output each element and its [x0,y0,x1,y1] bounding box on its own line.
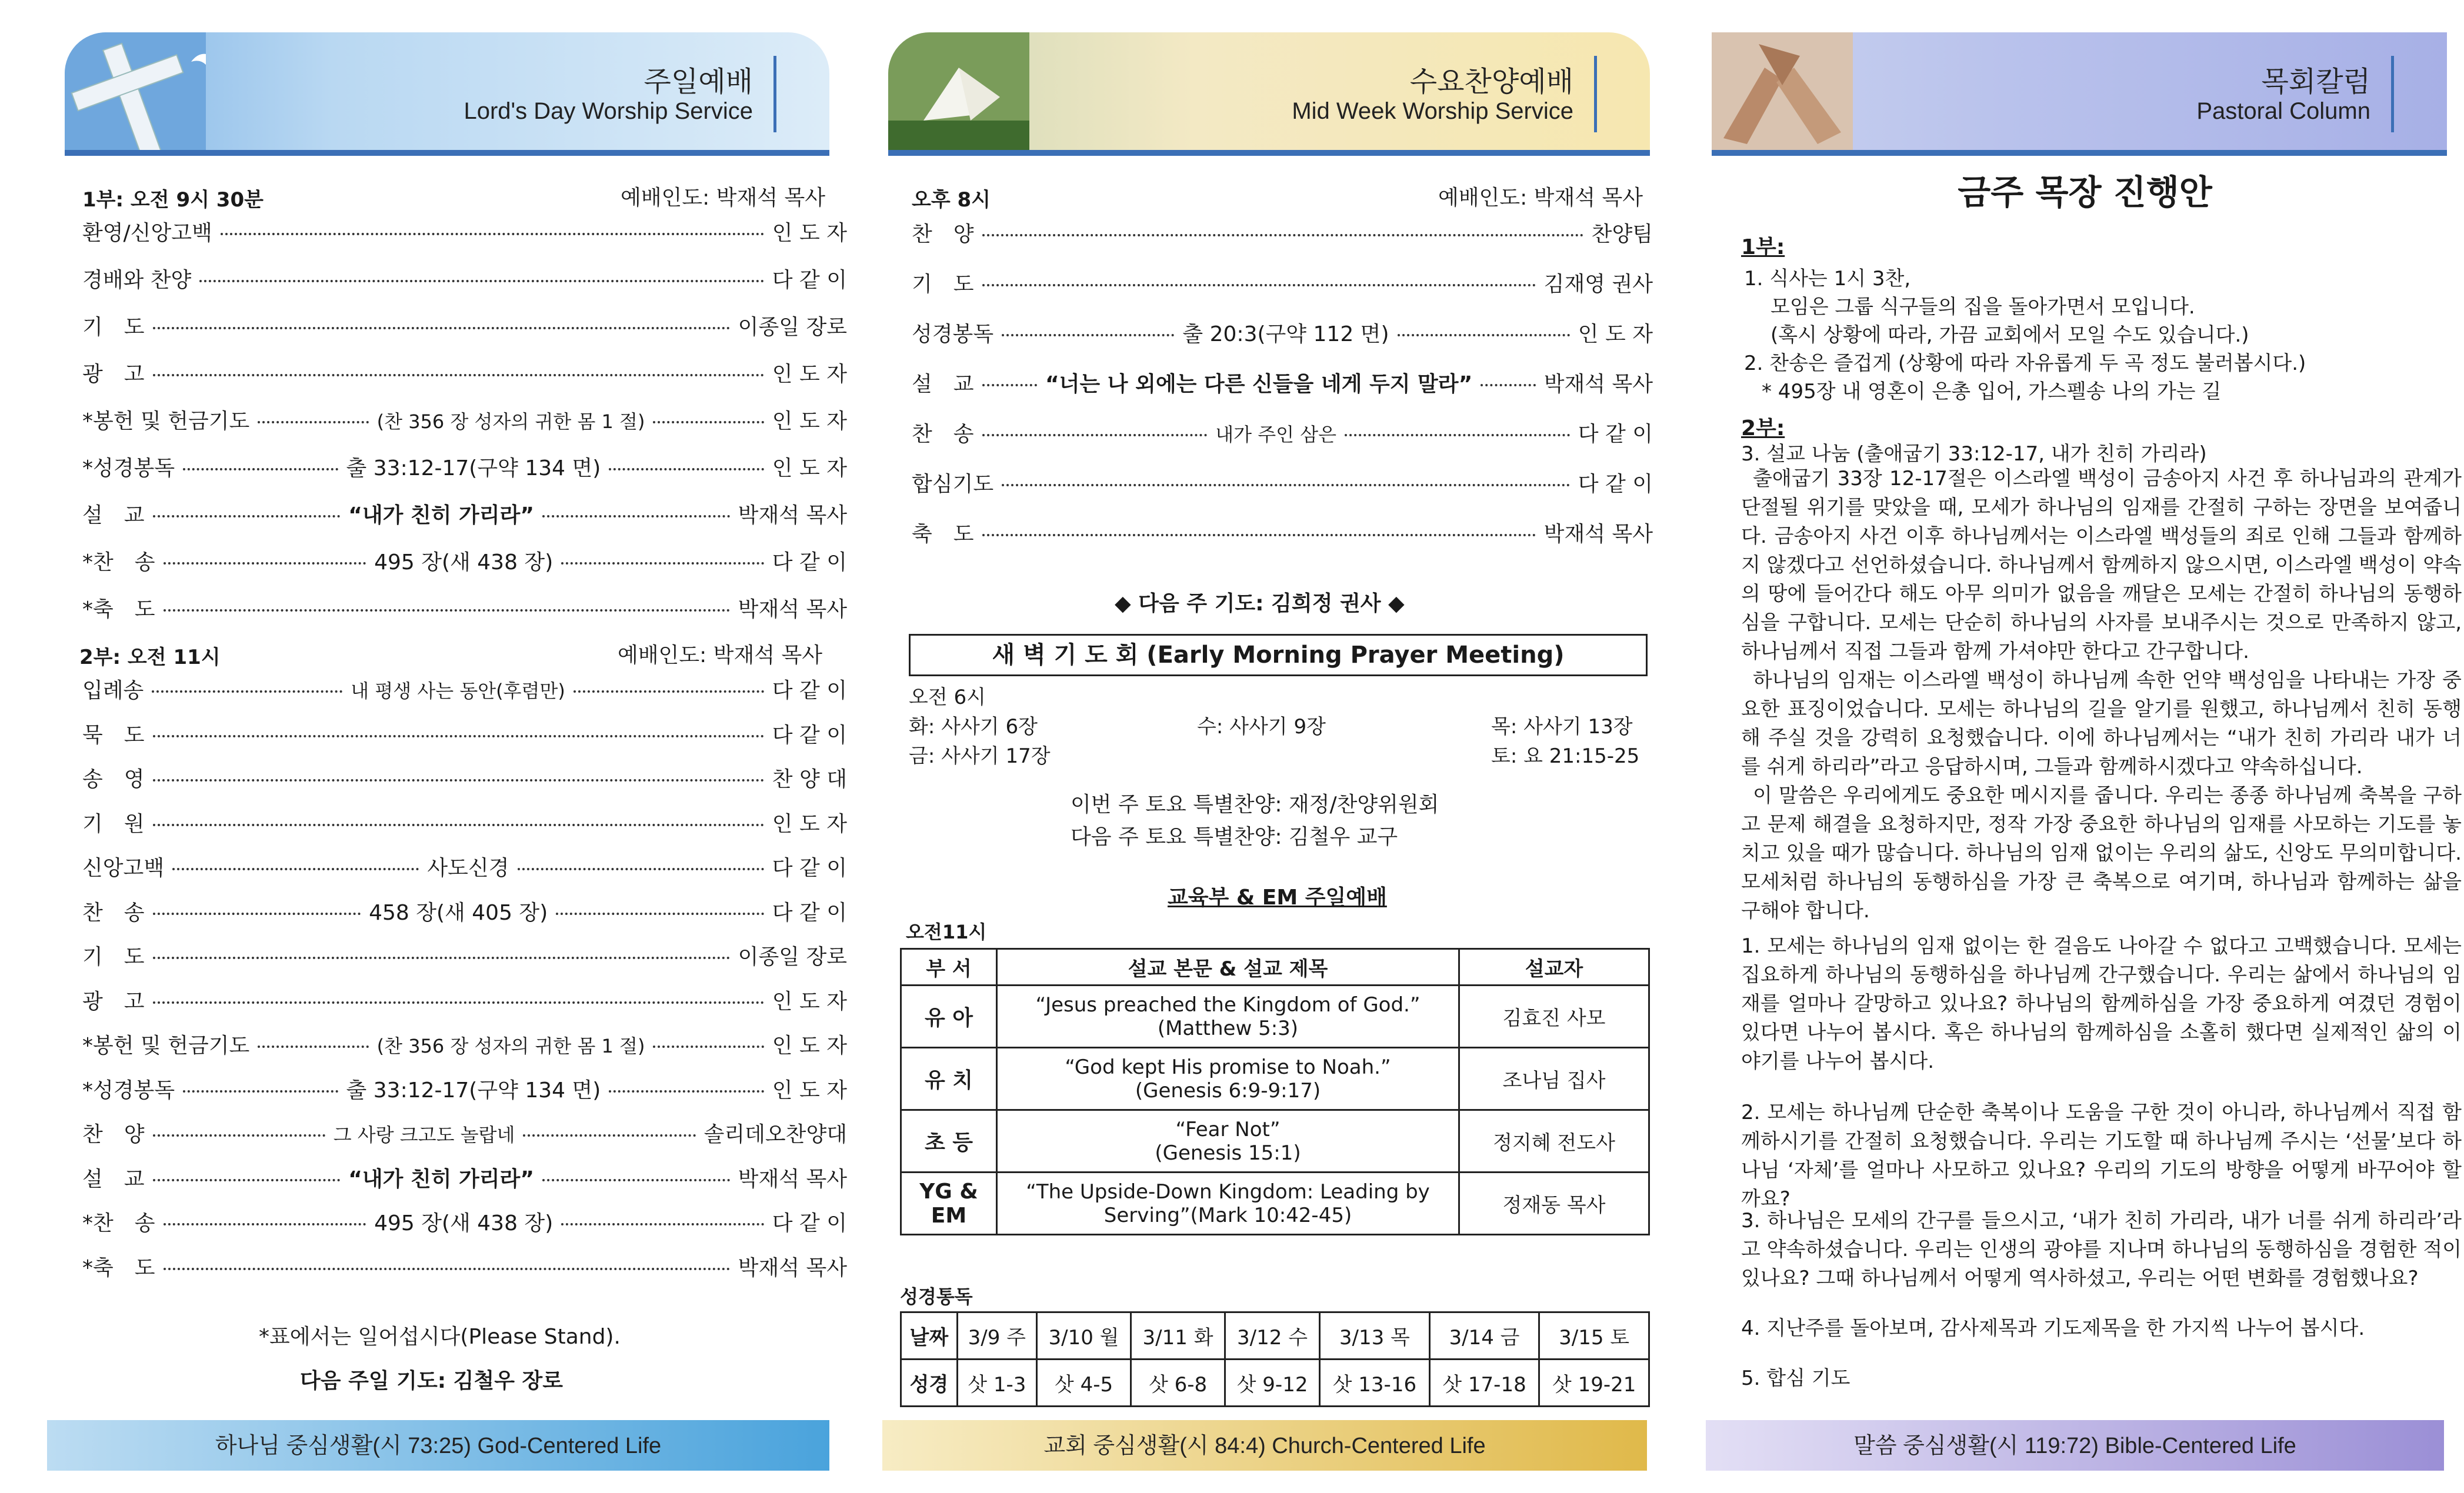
order-person: 인 도 자 [772,1078,847,1103]
order-label: 찬 송 [82,900,145,925]
leader-dots [1345,434,1570,436]
order-row [82,985,847,1015]
edu-text-line1: “God kept His promise to Noah.” [1065,1055,1391,1079]
leader-dots [164,609,730,612]
header-rule [1594,56,1597,132]
reading-date-label: 날짜 [901,1312,958,1360]
part1-line: * 495장 내 영혼이 은총 입어, 가스펠송 나의 가는 길 [1762,380,2222,403]
order-label: *성경봉독 [82,456,175,480]
edu-text-line1: “Jesus preached the Kingdom of God.” [1035,993,1421,1017]
service2-leader: 예배인도: 박재석 목사 [618,643,822,667]
order-person: 인 도 자 [772,811,847,836]
joined-hands-icon [1712,32,1853,150]
order-detail: 495 장(새 438 장) [374,1211,554,1235]
order-person: 솔리데오찬양대 [703,1123,848,1147]
leader-dots [153,913,361,915]
leader-dots [153,735,764,737]
order-person: 다 같 이 [1578,422,1653,446]
order-detail: “내가 친히 가리라” [348,503,535,527]
leader-dots [523,1134,695,1137]
edu-preacher: 정재동 목사 [1459,1173,1649,1235]
order-row [912,368,1653,398]
leader-dots [183,468,338,470]
reading-book-label: 성경 [901,1360,958,1407]
leader-dots [556,913,764,915]
leader-dots [574,690,764,693]
midweek-title: 수요찬양예배 [1409,65,1573,98]
order-label: 성경봉독 [912,322,994,346]
part2-heading: 3. 설교 나눔 (출애굽기 33:12-17, 내가 친히 가리라) [1741,442,2207,466]
leader-dots [982,534,1536,536]
leader-dots [982,284,1536,286]
edu-text [997,1048,1459,1110]
part1-line: 2. 찬송은 즐겁게 (상황에 따라 자유롭게 두 곡 정도 불러봅시다.) [1744,352,2306,375]
reading-book: 삿 1-3 [957,1360,1036,1407]
leader-dots [609,468,763,470]
order-label: 기 도 [82,945,145,969]
leader-dots [982,434,1208,436]
footer-text: 교회 중심생활(시 84:4) Church-Centered Life [1043,1434,1486,1458]
lily-flower-icon [888,32,1029,150]
dawn-wed: 수: 사사기 9장 [1197,715,1326,739]
order-label: 설 교 [82,503,145,527]
leader-dots [153,515,341,517]
order-detail: 출 20:3(구약 112 면) [1182,322,1389,346]
order-person: 인 도 자 [772,409,847,433]
service1-leader: 예배인도: 박재석 목사 [621,186,825,210]
midweek-panel [876,0,1665,1493]
edu-time: 오전11시 [906,921,987,943]
order-row [82,807,847,837]
service1-heading: 1부: 오전 9시 30분 [82,188,264,212]
order-label: 입례송 [82,679,144,703]
sermon-paragraph: 출애굽기 33장 12-17절은 이스라엘 백성이 금송아지 사건 후 하나님과의 관계가 단절될 위기를 맞았을 때, 모세가 하나님의 임재를 간절히 구하는 장면을 보여줍니다. 금송아지 사건 이후 하나님께서는 이스라엘 백성들의 죄로 인해 그들과 함께하지 않겠다고 선언하셨습니다. 하나님께서 함께하지 않으시면, 이스라엘 백성이 약속의 땅에 들어간다 해도 아무 의미가 없음을 깨달은 모세는 간절히 하나님의 동행하심을 구합니다. 모세는 단순히 하나님의 사자를 보내주시는 것으로 만족하지 않고, 하나님께서 직접 그들과 함께 가셔야만 한다고 간구합니다. [1741,467,2462,663]
part1-line: 모임은 그룹 식구들의 집을 돌아가면서 모입니다. [1771,295,2195,319]
leader-dots [542,1179,730,1181]
pastoral-subtitle: Pastoral Column [2196,98,2370,124]
order-label: 찬 양 [912,222,974,246]
order-person: 인 도 자 [772,362,847,386]
special-praise-this-week: 이번 주 토요 특별찬양: 재정/찬양위원회 [1071,793,1439,817]
midweek-time: 오후 8시 [912,188,991,212]
order-person: 박재석 목사 [1543,522,1653,546]
leader-dots [1398,334,1570,336]
midweek-subtitle: Mid Week Worship Service [1292,98,1573,124]
reading-book: 삿 6-8 [1131,1360,1225,1407]
footer-text: 하나님 중심생활(시 73:25) God-Centered Life [215,1434,662,1458]
leader-dots [561,562,764,565]
edu-dept: YG & EM [901,1173,997,1235]
order-row [82,940,847,970]
order-detail: 495 장(새 438 장) [374,550,554,575]
question: 5. 합심 기도 [1741,1367,1850,1390]
leader-dots [153,1179,341,1181]
leader-dots [982,234,1583,236]
order-label: 광 고 [82,989,145,1014]
order-label: 환영/신앙고백 [82,221,212,245]
footer-text: 말씀 중심생활(시 119:72) Bible-Centered Life [1853,1434,2296,1458]
question: 3. 하나님은 모세의 간구를 들으시고, ‘내가 친히 가리라, 내가 너를 쉬게 하리라’라고 약속하셨습니다. 우리는 인생의 광야를 지나며 하나님의 동행하심을 경험한 적이 있나요? 그때 하나님께서 어떻게 역사하셨고, 우리는 어떤 변화를 경험했나요? [1741,1209,2462,1290]
edu-text [997,1110,1459,1173]
edu-header-text: 설교 본문 & 설교 제목 [997,949,1459,986]
leader-dots [153,1134,325,1137]
order-label: *성경봉독 [82,1078,175,1103]
reading-date: 3/13 목 [1320,1312,1430,1360]
order-detail: 그 사랑 크고도 놀랍네 [333,1124,515,1146]
order-row [82,1074,847,1104]
leader-dots [172,868,419,870]
leader-dots [258,421,368,423]
reading-book: 삿 9-12 [1225,1360,1320,1407]
order-person: 다 같 이 [772,900,847,925]
order-row [82,1029,847,1059]
edu-text [997,986,1459,1048]
midweek-next-prayer: ◆ 다음 주 기도: 김희정 권사 ◆ [1115,592,1405,616]
order-row [82,546,847,576]
order-label: *찬 송 [82,1211,155,1235]
part1-line: (혹시 상황에 따라, 가끔 교회에서 모일 수도 있습니다.) [1771,323,2249,347]
order-person: 인 도 자 [772,989,847,1014]
order-row [82,1118,847,1148]
order-row [82,358,847,388]
dawn-tue: 화: 사사기 6장 [909,715,1038,739]
order-detail: 내 평생 사는 동안(후렴만) [351,680,565,702]
order-row [82,763,847,793]
lords-day-footer [47,1420,829,1471]
order-row [912,517,1653,547]
service2-heading: 2부: 오전 11시 [79,646,221,669]
order-row [82,310,847,340]
part2-label: 2부: [1741,416,1785,440]
reading-date: 3/14 금 [1429,1312,1539,1360]
midweek-leader: 예배인도: 박재석 목사 [1438,186,1643,210]
order-person: 인 도 자 [772,456,847,480]
stand-note: *표에서는 일어섭시다(Please Stand). [259,1325,621,1349]
leader-dots [1481,384,1535,386]
reading-book: 삿 4-5 [1037,1360,1131,1407]
order-detail: 출 33:12-17(구약 134 면) [346,456,601,480]
edu-header-dept: 부 서 [901,949,997,986]
order-detail: (찬 356 장 성자의 귀한 몸 1 절) [376,1035,645,1057]
leader-dots [982,384,1037,386]
leader-dots [164,1268,730,1270]
lords-day-header [65,32,829,156]
leader-dots [153,374,764,376]
reading-table [900,1311,1650,1407]
order-person: 다 같 이 [772,679,847,703]
order-row [82,452,847,482]
order-label: 경배와 찬양 [82,268,192,292]
order-person: 다 같 이 [772,550,847,575]
order-label: 묵 도 [82,723,145,747]
special-praise-next-week: 다음 주 토요 특별찬양: 김철우 교구 [1071,825,1398,849]
leader-dots [1002,484,1570,486]
dawn-sat: 토: 요 21:15-25 [1491,744,1640,768]
part1-line: 1. 식사는 1시 3찬, [1744,267,1911,290]
order-person: 박재석 목사 [738,1255,847,1280]
order-label: 송 영 [82,767,145,791]
order-person: 박재석 목사 [738,597,847,622]
order-row [82,1207,847,1237]
order-row [82,1251,847,1281]
order-person: 찬 양 대 [772,767,847,791]
order-row [82,851,847,881]
order-person: 인 도 자 [772,221,847,245]
order-person: 찬양팀 [1591,222,1653,246]
edu-title: 교육부 & EM 주일예배 [1168,886,1387,910]
leader-dots [653,421,763,423]
leader-dots [609,1090,763,1093]
edu-row [901,1110,1649,1173]
leader-dots [153,957,730,959]
dawn-thu: 목: 사사기 13장 [1491,715,1633,739]
dawn-time: 오전 6시 [909,686,986,709]
order-detail: 내가 주인 삼은 [1215,423,1337,446]
order-row [82,405,847,435]
reading-book: 삿 13-16 [1320,1360,1430,1407]
lords-day-subtitle: Lord's Day Worship Service [464,98,753,124]
lords-day-panel [24,0,848,1493]
leader-dots [518,868,764,870]
order-person: 이종일 장로 [738,315,847,339]
reading-book: 삿 19-21 [1539,1360,1649,1407]
order-label: *봉헌 및 헌금기도 [82,1034,250,1058]
order-label: 기 원 [82,811,145,836]
edu-text-line2: (Genesis 6:9-9:17) [1135,1078,1321,1103]
sermon-paragraph: 이 말씀은 우리에게도 중요한 메시지를 줍니다. 우리는 종종 하나님께 축복을 구하고 문제 해결을 요청하지만, 정작 가장 중요한 하나님의 임재를 사모하는 기도를 놓치고 있을 때가 많습니다. 하나님의 임재 없이는 우리의 삶도, 신앙도 무의미합니다. 모세처럼 하나님의 동행하심을 가장 큰 축복으로 여기며, 하나님과 함께하는 삶을 구해야 합니다. [1741,784,2462,923]
leader-dots [152,690,342,693]
order-row [82,1163,847,1193]
edu-text-line2: Serving”(Mark 10:42-45) [1103,1203,1352,1227]
pastoral-title: 목회칼럼 [2261,65,2370,98]
order-row [82,263,847,293]
order-detail: (찬 356 장 성자의 귀한 몸 1 절) [376,410,645,433]
order-label: 기 도 [82,315,145,339]
leader-dots [164,562,366,565]
leader-dots [199,280,763,282]
edu-dept: 초 등 [901,1110,997,1173]
leader-dots [653,1046,763,1048]
leader-dots [561,1223,764,1225]
leader-dots [183,1090,338,1093]
edu-table [900,948,1650,1235]
edu-preacher: 정지혜 전도사 [1459,1110,1649,1173]
cross-dove-icon [65,32,206,150]
order-detail: 사도신경 [427,856,509,880]
leader-dots [153,824,764,826]
order-label: 찬 양 [82,1123,145,1147]
order-person: 김재영 권사 [1543,272,1653,296]
order-person: 다 같 이 [772,856,847,880]
order-label: *봉헌 및 헌금기도 [82,409,250,433]
question: 2. 모세는 하나님께 단순한 축복이나 도움을 구한 것이 아니라, 하나님께서 직접 함께하시기를 간절히 요청했습니다. 우리는 기도할 때 하나님께 주시는 ‘선물’보다 하나님 ‘자체’를 얼마나 사모하고 있나요? 우리의 기도의 방향을 어떻게 바꾸어야 할까요? [1741,1101,2462,1211]
next-sunday-prayer: 다음 주일 기도: 김철우 장로 [300,1369,564,1393]
reading-date: 3/10 월 [1037,1312,1131,1360]
leader-dots [1002,334,1174,336]
edu-preacher: 김효진 사모 [1459,986,1649,1048]
reading-date: 3/15 토 [1539,1312,1649,1360]
leader-dots [258,1046,368,1048]
order-person: 박재석 목사 [738,503,847,527]
edu-text-line2: (Matthew 5:3) [1157,1016,1299,1040]
order-label: 광 고 [82,362,145,386]
reading-date: 3/11 화 [1131,1312,1225,1360]
order-label: *축 도 [82,597,155,622]
order-person: 박재석 목사 [1543,372,1653,396]
order-row [82,499,847,529]
order-person: 다 같 이 [772,723,847,747]
edu-dept: 유 치 [901,1048,997,1110]
leader-dots [221,233,764,235]
pastoral-panel [1706,0,2464,1493]
edu-row [901,1173,1649,1235]
edu-text-line1: “The Upside-Down Kingdom: Leading by [1026,1180,1430,1204]
order-label: 신앙고백 [82,856,165,880]
order-row [82,896,847,926]
order-person: 박재석 목사 [738,1167,847,1191]
order-row [912,268,1653,298]
pastoral-header [1712,32,2447,156]
edu-header-preacher: 설교자 [1459,949,1649,986]
header-rule [773,56,776,132]
reading-date: 3/12 수 [1225,1312,1320,1360]
leader-dots [164,1223,366,1225]
question: 4. 지난주를 돌아보며, 감사제목과 기도제목을 한 가지씩 나누어 봅시다. [1741,1317,2365,1340]
order-label: *찬 송 [82,550,155,575]
edu-text-line2: (Genesis 15:1) [1155,1141,1301,1165]
sermon-paragraph: 하나님의 임재는 이스라엘 백성이 하나님께 속한 언약 백성임을 나타내는 가장 중요한 표징이었습니다. 모세는 하나님의 길을 알기를 원했고, 하나님께서 친히 동행해 주실 것을 강력히 요청했습니다. 이에 하나님께서는 “내가 친히 가리라 내가 너를 쉬게 하리라”라고 응답하시며, 그들과 함께하시겠다고 약속하십니다. [1741,669,2462,779]
midweek-footer [882,1420,1647,1471]
order-row [82,593,847,623]
order-person: 이종일 장로 [738,945,847,969]
order-person: 다 같 이 [772,1211,847,1235]
edu-dept: 유 아 [901,986,997,1048]
lords-day-title: 주일예배 [643,65,753,98]
order-row [82,216,847,246]
order-detail: “내가 친히 가리라” [348,1167,535,1191]
edu-text-line1: “Fear Not” [1175,1117,1281,1141]
header-rule [2391,56,2394,132]
question: 1. 모세는 하나님의 임재 없이는 한 걸음도 나아갈 수 없다고 고백했습니다. 모세는 집요하게 하나님의 동행하심을 하나님께 간구했습니다. 우리는 삶에서 하나님의 임재를 얼마나 갈망하고 있나요? 하나님의 함께하심을 가장 중요하게 여겼던 경험이 있다면 나누어 봅시다. 혹은 하나님의 함께하심을 소홀히 했다면 실제적인 삶의 이야기를 나누어 봅시다. [1741,934,2462,1073]
order-person: 인 도 자 [1578,322,1653,346]
order-detail: 458 장(새 405 장) [369,900,548,925]
pastoral-footer [1706,1420,2444,1471]
leader-dots [542,515,730,517]
order-row [912,318,1653,348]
reading-book: 삿 17-18 [1429,1360,1539,1407]
reading-date: 3/9 주 [957,1312,1036,1360]
edu-row [901,986,1649,1048]
order-person: 다 같 이 [1578,472,1653,496]
column-title: 금주 목장 진행안 [1958,172,2212,212]
edu-preacher: 조나님 집사 [1459,1048,1649,1110]
order-detail: “너는 나 외에는 다른 신들을 네게 두지 말라” [1045,372,1473,396]
order-row [82,719,847,749]
order-detail: 출 33:12-17(구약 134 면) [346,1078,601,1103]
edu-text [997,1173,1459,1235]
order-label: 찬 송 [912,422,974,446]
dawn-fri: 금: 사사기 17장 [909,744,1051,768]
edu-row [901,1048,1649,1110]
midweek-header [888,32,1650,156]
order-label: 합심기도 [912,472,994,496]
order-label: 설 교 [912,372,974,396]
order-label: 설 교 [82,1167,145,1191]
dawn-prayer-box [909,634,1648,676]
dawn-prayer-title: 새 벽 기 도 회 (Early Morning Prayer Meeting) [992,642,1565,669]
order-row [912,218,1653,248]
reading-title: 성경통독 [900,1285,973,1308]
order-person: 다 같 이 [772,268,847,292]
order-label: *축 도 [82,1255,155,1280]
order-label: 기 도 [912,272,974,296]
order-row [82,674,847,704]
order-person: 인 도 자 [772,1034,847,1058]
order-label: 축 도 [912,522,974,546]
part1-label: 1부: [1741,235,1785,259]
order-row [912,467,1653,497]
leader-dots [153,327,730,329]
order-row [912,417,1653,447]
leader-dots [153,1001,764,1004]
leader-dots [153,779,764,781]
